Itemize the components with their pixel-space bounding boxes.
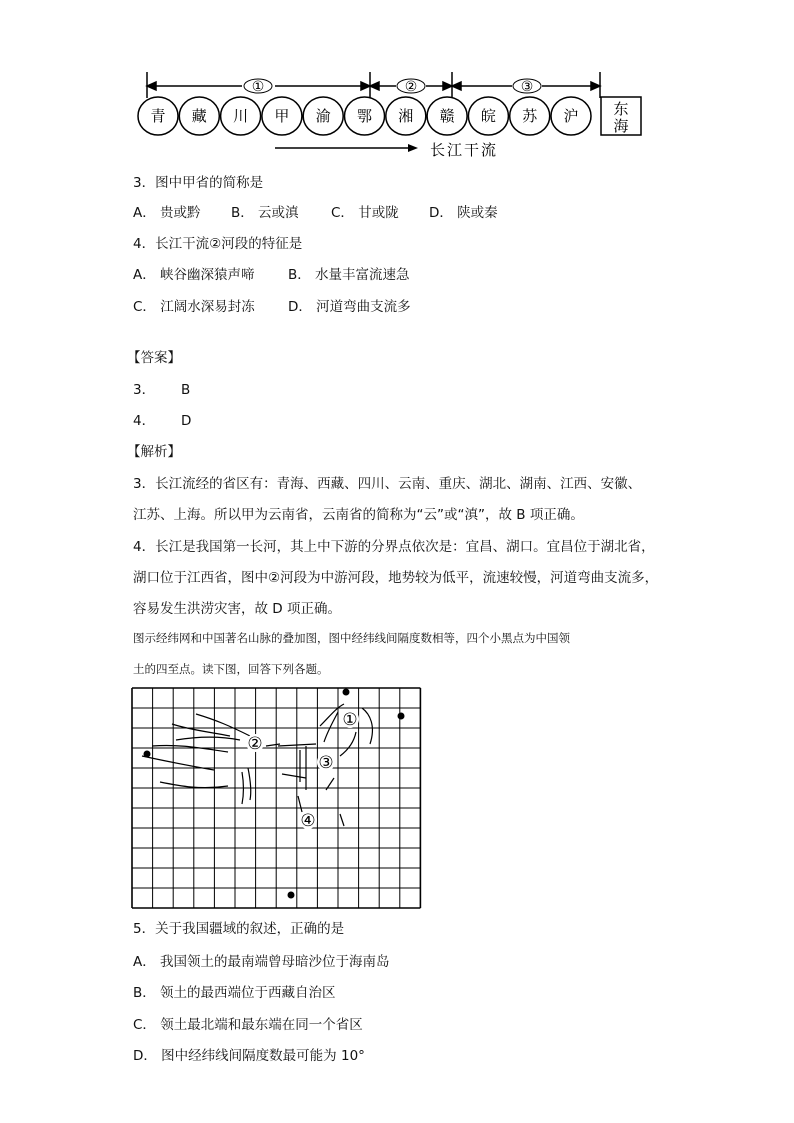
arrow-label: 长江干流 <box>430 141 499 159</box>
question-4-stem: 4．长江干流②河段的特征是 <box>133 236 303 252</box>
analysis-line-2: 江苏、上海。所以甲为云南省，云南省的简称为“云”或“滇”，故 B 项正确。 <box>133 507 584 523</box>
answer-3-value: B <box>181 382 191 398</box>
answer-4-value: D <box>181 413 192 429</box>
province-label: 沪 <box>563 107 579 125</box>
segment-label-1: ① <box>251 79 265 95</box>
marker-1: ① <box>342 710 358 730</box>
q4-option-a: A． 峡谷幽深猿声啼 <box>133 267 255 283</box>
province-label: 甲 <box>274 107 290 125</box>
q5-option-a: A． 我国领土的最南端曾母暗沙位于海南岛 <box>133 954 390 970</box>
q3-option-d: D． 陕或秦 <box>429 205 498 221</box>
q3-option-c: C． 甘或陇 <box>331 205 399 221</box>
intro-line-1: 图示经纬网和中国著名山脉的叠加图，图中经纬线间隔度数相等，四个小黑点为中国领 <box>133 631 570 645</box>
southernmost-point <box>288 892 295 899</box>
analysis-line-4: 湖口位于江西省，图中②河段为中游河段，地势较为低平，流速较慢，河道弯曲支流多， <box>133 570 659 586</box>
q3-option-b: B． 云或滇 <box>231 205 299 221</box>
province-label: 赣 <box>439 107 455 125</box>
answer-heading: 【答案】 <box>127 350 181 366</box>
intro-line-2: 土的四至点。读下图，回答下列各题。 <box>133 662 329 676</box>
northernmost-point <box>343 689 350 696</box>
sea-label-top: 东 <box>613 100 629 118</box>
yangtze-river-diagram <box>130 68 650 160</box>
province-label: 苏 <box>522 107 538 125</box>
westernmost-point <box>144 751 151 758</box>
analysis-line-3: 4．长江是我国第一长河，其上中下游的分界点依次是：宜昌、湖口。宜昌位于湖北省， <box>133 539 655 555</box>
province-label: 湘 <box>398 107 414 125</box>
graticule-mountain-map <box>130 686 422 910</box>
q5-option-c: C． 领土最北端和最东端在同一个省区 <box>133 1017 363 1033</box>
sea-label-bottom: 海 <box>613 117 629 135</box>
q4-option-b: B． 水量丰富流速急 <box>288 267 410 283</box>
marker-2: ② <box>247 734 263 754</box>
province-label: 鄂 <box>356 107 373 125</box>
answer-4-number: 4． <box>133 413 156 429</box>
q4-option-c: C． 江阔水深易封冻 <box>133 299 255 315</box>
q5-option-b: B． 领土的最西端位于西藏自治区 <box>133 985 336 1001</box>
question-5-stem: 5．关于我国疆域的叙述，正确的是 <box>133 921 345 937</box>
province-label: 皖 <box>480 107 496 125</box>
marker-4: ④ <box>300 811 316 831</box>
question-3-stem: 3．图中甲省的简称是 <box>133 175 264 191</box>
province-label: 川 <box>233 107 249 125</box>
analysis-line-1: 3．长江流经的省区有：青海、西藏、四川、云南、重庆、湖北、湖南、江西、安徽、 <box>133 476 642 492</box>
analysis-heading: 【解析】 <box>127 444 181 460</box>
province-label: 青 <box>150 107 166 125</box>
q5-option-d: D． 图中经纬线间隔度数最可能为 10° <box>133 1048 365 1064</box>
segment-label-2: ② <box>404 79 418 95</box>
q4-option-d: D． 河道弯曲支流多 <box>288 299 411 315</box>
province-label: 渝 <box>315 107 331 125</box>
q3-option-a: A． 贵或黔 <box>133 205 201 221</box>
answer-3-number: 3． <box>133 382 156 398</box>
marker-3: ③ <box>318 753 334 773</box>
analysis-line-5: 容易发生洪涝灾害，故 D 项正确。 <box>133 601 341 617</box>
easternmost-point <box>398 713 405 720</box>
province-label: 藏 <box>191 107 207 125</box>
segment-label-3: ③ <box>520 79 534 95</box>
